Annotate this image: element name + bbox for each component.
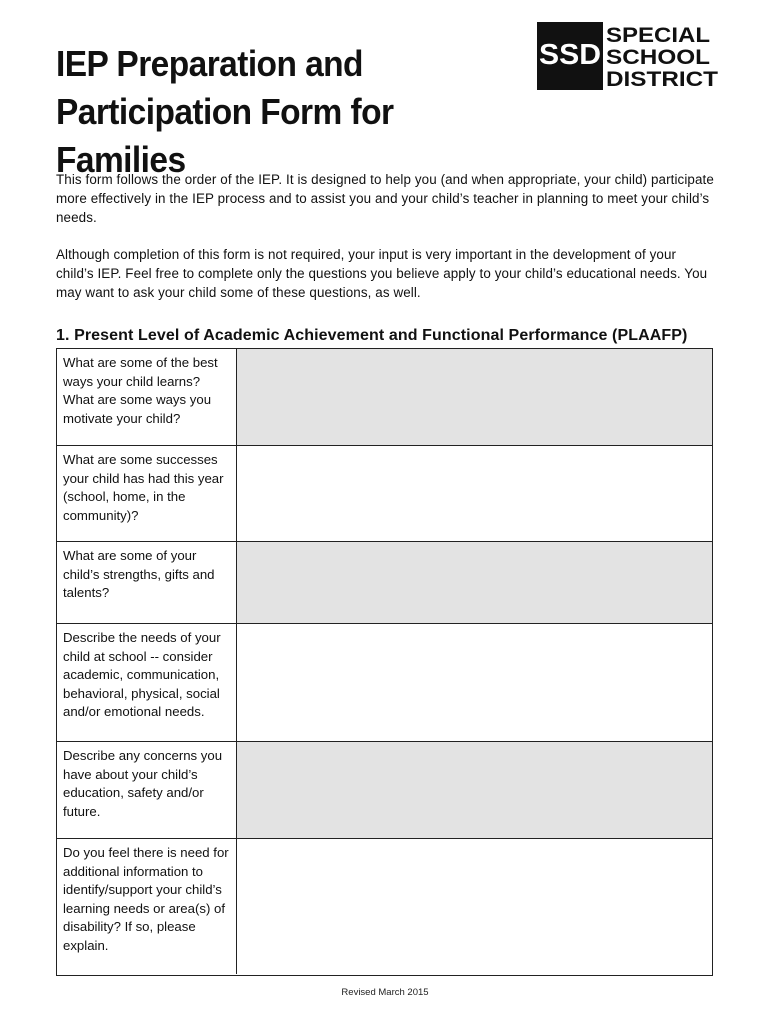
form-row-concerns bbox=[57, 742, 712, 839]
revision-footer: Revised March 2015 bbox=[341, 987, 429, 998]
intro-paragraph-1: This form follows the order of the IEP. It is designed to help you (and when appropriate, your child) participate more effectively in the IEP process and to assist you and your child’s teacher in planning to meet your child’s needs. bbox=[56, 172, 714, 225]
form-row-strengths bbox=[57, 542, 712, 624]
question-concerns: Describe any concerns you have about your child’s education, safety and/or future. bbox=[57, 742, 237, 838]
section-1-heading: 1. Present Level of Academic Achievement and Functional Performance (PLAAFP) bbox=[56, 327, 688, 344]
question-needs: Describe the needs of your child at school -- consider academic, communication, behavioral, physical, social and/or emotional needs. bbox=[57, 624, 237, 741]
logo-text-school: SCHOOL bbox=[606, 46, 711, 69]
form-title-line-1: IEP Preparation and bbox=[56, 43, 363, 84]
logo-monogram: SSD bbox=[539, 39, 601, 71]
form-row-needs bbox=[57, 624, 712, 742]
intro-paragraph-2: Although completion of this form is not required, your input is very important in the development of your child’s IEP. Feel free to complete only the questions you believe apply to your child’s educational needs. You may want to ask your child some of these questions, as well. bbox=[56, 247, 708, 300]
answer-field-additional-info[interactable] bbox=[237, 839, 712, 974]
form-row-successes bbox=[57, 446, 712, 542]
plaafp-form-table bbox=[56, 348, 713, 976]
question-additional-info: Do you feel there is need for additional information to identify/support your child’s learning needs or area(s) of disability? If so, please explain. bbox=[57, 839, 237, 974]
logo-text-special: SPECIAL bbox=[606, 24, 711, 47]
answer-field-needs[interactable] bbox=[237, 624, 712, 741]
form-title bbox=[56, 40, 493, 184]
logo-text-district: DISTRICT bbox=[606, 68, 719, 90]
form-row-learning bbox=[57, 349, 712, 446]
ssd-logo bbox=[537, 22, 719, 90]
question-learning: What are some of the best ways your child learns? What are some ways you motivate your child? bbox=[57, 349, 237, 445]
question-strengths: What are some of your child’s strengths, gifts and talents? bbox=[57, 542, 237, 623]
intro-text bbox=[56, 170, 716, 320]
answer-field-strengths[interactable] bbox=[237, 542, 712, 623]
form-row-additional-info bbox=[57, 839, 712, 974]
answer-field-concerns[interactable] bbox=[237, 742, 712, 838]
form-title-line-2: Participation Form for Families bbox=[56, 91, 394, 180]
question-successes: What are some successes your child has had this year (school, home, in the community)? bbox=[57, 446, 237, 541]
answer-field-learning[interactable] bbox=[237, 349, 712, 445]
answer-field-successes[interactable] bbox=[237, 446, 712, 541]
